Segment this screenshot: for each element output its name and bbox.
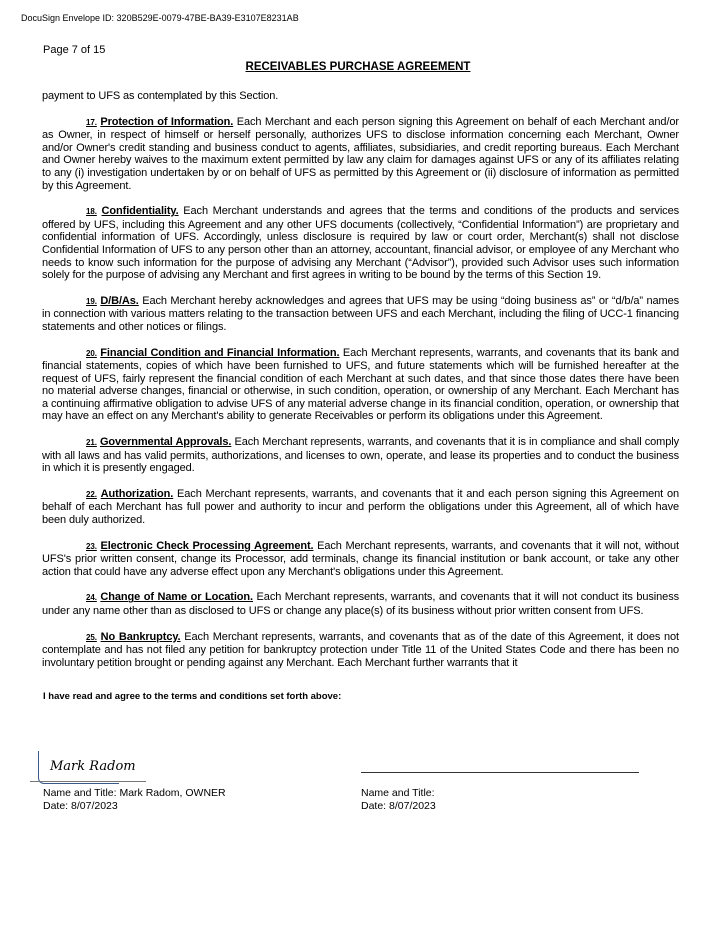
section-number: 25. (86, 632, 97, 642)
agreement-statement: I have read and agree to the terms and conditions set forth above: (43, 691, 342, 703)
section-18 (42, 205, 679, 282)
signer2-name-title: Name and Title: (361, 787, 435, 800)
section-number: 18. (86, 207, 97, 217)
signature-line (30, 781, 146, 782)
section-heading: Financial Condition and Financial Information. (100, 346, 340, 359)
section-24 (42, 591, 679, 617)
signer1-date: Date: 8/07/2023 (43, 800, 118, 813)
section-number: 17. (86, 117, 97, 127)
section-text: Each Merchant understands and agrees that the terms and conditions of the products and services offered by UFS, including this Agreement and any other UFS documents (collectively, “Confidential Information”) are proprietary and confidential information of UFS. Accordingly, unless disclosure is required by law or court order, Merchant(s) shall not disclose Confidential Information of UFS to any person other than an attorney, accountant, financial advisor, or employee of any Merchant who needs to know such information for the purpose of advising any Merchant (“Advisor”), provided such Advisor uses such information solely for the purpose of advising any Merchant and first agrees in writing to be bound by the terms of this Section 19. (42, 205, 679, 282)
section-17 (42, 116, 679, 193)
section-22 (42, 488, 679, 527)
section-heading: Protection of Information. (100, 115, 234, 128)
section-heading: Confidentiality. (101, 205, 179, 218)
section-number: 19. (86, 296, 97, 306)
section-text: Each Merchant represents, warrants, and covenants that its bank and financial statements, copies of which have been furnished to UFS, and future statements which will be furnished hereafter at the request of UFS, fairly represent the financial condition of each Merchant at such dates, and that since those dates there have been no material adverse changes, financial or otherwise, in such condition, operation, or ownership of any Merchant. Each Merchant has a continuing affirmative obligation to advise UFS of any material adverse change in its financial condition, operation, or ownership that may have an effect on any Merchant's ability to generate Receivables or perform its obligations under this Agreement. (42, 346, 679, 423)
section-text: Each Merchant hereby acknowledges and agrees that UFS may be using “doing business as” or “d/b/a” names in connection with various matters relating to the transaction between UFS and each Merchant, including the filing of UCC-1 financing statements and other notices or filings. (42, 294, 679, 333)
section-number: 22. (86, 489, 97, 499)
section-number: 20. (86, 348, 97, 358)
section-number: 24. (86, 593, 97, 603)
signature-area (42, 711, 679, 831)
section-heading: Change of Name or Location. (100, 591, 253, 604)
section-text: Each Merchant represents, warrants, and covenants that it and each person signing this Agreement on behalf of each Merchant has full power and authority to incur and perform the obligations under this Agreement, all of which have been duly authorized. (42, 487, 679, 527)
section-number: 21. (86, 438, 97, 448)
signature-line-2 (361, 772, 639, 773)
section-25 (42, 631, 679, 670)
section-19 (42, 295, 679, 334)
section-23 (42, 540, 679, 579)
section-text: Each Merchant and each person signing this Agreement on behalf of each Merchant and/or as Owner, in respect of himself or herself personally, authorizes UFS to disclose information concerning each Merchant, Owner and/or Owner's credit standing and business conduct to agents, affiliates, subsidiaries, and credit reporting bureaus. Each Merchant and Owner hereby waives to the maximum extent permitted by law any claim for damages against UFS or any of its affiliates relating to any (i) investigation undertaken by or on behalf of UFS as permitted by this Agreement or (ii) disclosure of information as permitted by this Agreement. (42, 115, 679, 192)
envelope-id: DocuSign Envelope ID: 320B529E-0079-47BE-BA39-E3107E8231AB (21, 13, 299, 23)
section-heading: D/B/As. (100, 294, 139, 307)
section-text: Each Merchant represents, warrants, and covenants that it will not conduct its business under any name other than as disclosed to UFS or change any place(s) of its business without prior written consent from UFS. (42, 591, 679, 617)
intro-text: payment to UFS as contemplated by this Section. (42, 90, 279, 102)
document-title: RECEIVABLES PURCHASE AGREEMENT (245, 61, 471, 73)
sections-list (42, 116, 679, 670)
section-heading: Electronic Check Processing Agreement. (100, 539, 314, 552)
section-text: Each Merchant represents, warrants, and covenants that as of the date of this Agreement, it does not contemplate and has not filed any petition for bankruptcy protection under Title 11 of the United States Code and there has been no involuntary petition brought or pending against any Merchant. Each Merchant further warrants that it (42, 630, 679, 669)
section-20 (42, 347, 679, 424)
signer1-name-title: Name and Title: Mark Radom, OWNER (43, 787, 226, 800)
section-21 (42, 436, 679, 475)
section-heading: Governmental Approvals. (99, 436, 232, 449)
section-heading: No Bankruptcy. (100, 630, 181, 643)
signature: Mark Radom (50, 759, 136, 775)
section-text: Each Merchant represents, warrants, and covenants that it will not, without UFS's prior written consent, change its Processor, add terminals, change its financial institution or bank account, or take any other action that could have any adverse effect upon any Merchant's obligations under this Agreement. (42, 539, 679, 578)
page-number: Page 7 of 15 (43, 44, 106, 56)
section-text: Each Merchant represents, warrants, and covenants that it is in compliance and shall comply with all laws and has valid permits, authorizations, and licenses to own, operate, and lease its properties and to conduct the business in which it is presently engaged. (42, 436, 679, 475)
signer2-date: Date: 8/07/2023 (361, 800, 436, 813)
section-number: 23. (86, 541, 97, 551)
section-heading: Authorization. (100, 487, 174, 500)
